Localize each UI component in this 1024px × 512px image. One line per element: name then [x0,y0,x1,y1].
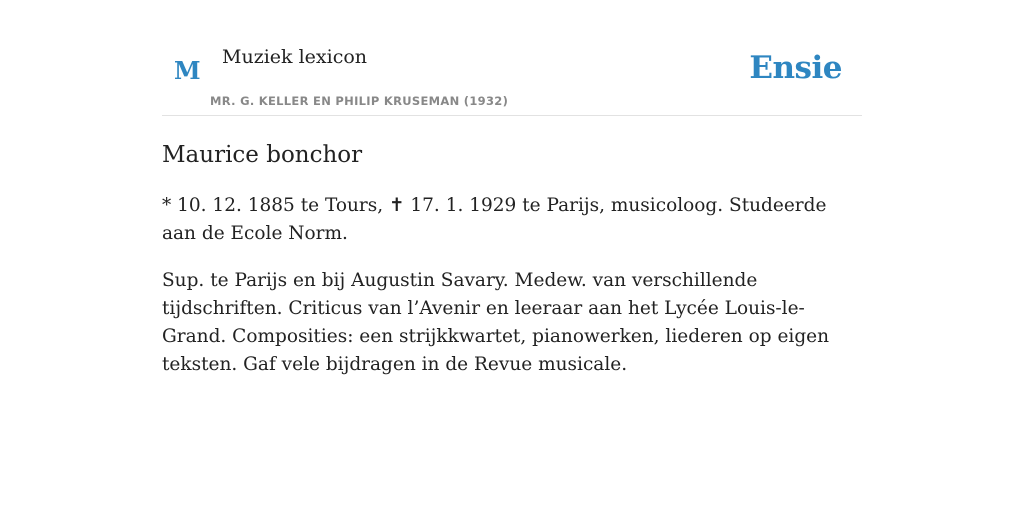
book-logo[interactable]: M [174,56,201,85]
page [162,0,862,379]
article-paragraph-2: Sup. te Parijs en bij Augustin Savary. Medew. van verschillende tijdschriften. Criticus van l’Avenir en leeraar aan het Lycée Louis-le-Grand. Composities: een strijkkwartet, pianowerken, liederen op eigen teksten. Gaf vele bijdragen in de Revue musicale. [162,270,830,375]
article-title: Maurice bonchor [162,142,363,168]
article-paragraph-1: * 10. 12. 1885 te Tours, ✝ 17. 1. 1929 te Parijs, musicoloog. Studeerde aan de Ecole Norm. [162,195,827,244]
book-title-link[interactable]: Muziek lexicon [222,46,368,68]
book-authors: MR. G. KELLER EN PHILIP KRUSEMAN (1932) [210,94,509,108]
ensie-logo-link[interactable]: Ensie [749,50,842,86]
header [162,0,862,116]
